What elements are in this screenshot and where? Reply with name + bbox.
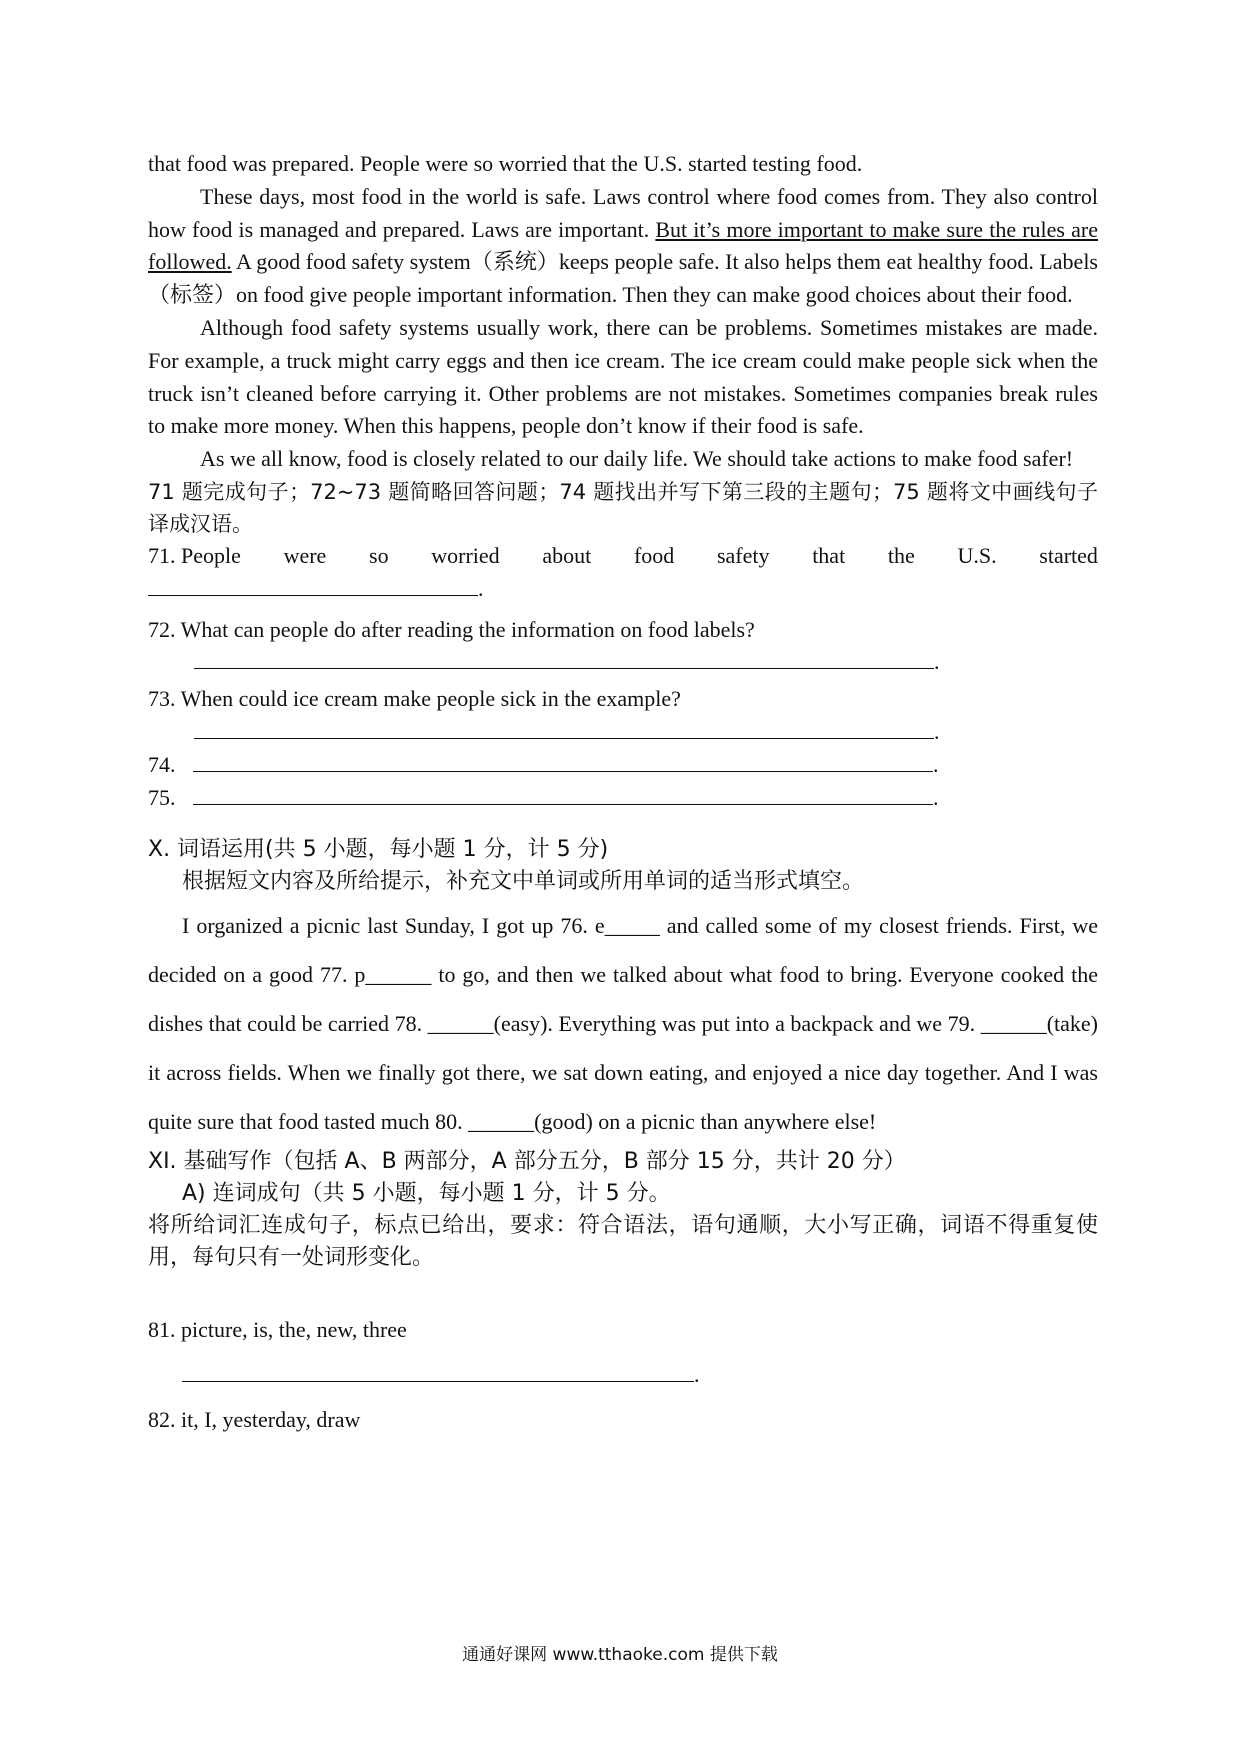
question-71: [148, 540, 1098, 573]
footer-watermark: 通通好课网 www.tthaoke.com 提供下载: [462, 1645, 778, 1665]
q71-word: so: [369, 542, 389, 568]
section-11-heading: XI. 基础写作（包括 A、B 两部分，A 部分五分，B 部分 15 分，共计 20 分）: [148, 1149, 906, 1175]
section-10-subheading: 根据短文内容及所给提示，补充文中单词或所用单词的适当形式填空。: [182, 869, 865, 895]
section-11-instructions: 将所给词汇连成句子，标点已给出，要求：符合语法，语句通顺，大小写正确，词语不得重复使用，每句只有一处词形变化。: [148, 1213, 1098, 1271]
q71-word: about: [542, 542, 592, 568]
q81-answer-line[interactable]: .: [182, 1359, 1098, 1392]
passage-paragraph-1: [148, 181, 1098, 312]
q74-label: 74.: [148, 751, 176, 777]
q71-word: started: [1039, 542, 1098, 568]
q71-word: 71. People: [148, 542, 241, 568]
q71-answer-line[interactable]: .: [148, 573, 1098, 606]
question-instructions: 71 题完成句子；72~73 题简略回答问题；74 题找出并写下第三段的主题句；75 题将文中画线句子译成汉语。: [148, 479, 1098, 536]
paragraph-1-end: A good food safety system（系统）keeps people safe. It also helps them eat healthy food. Labels（标签）on food give people important information. Then they can make good choices about their food.: [148, 249, 1098, 308]
q72-answer-line[interactable]: .: [194, 646, 1098, 679]
q71-word: safety: [716, 542, 770, 568]
question-75[interactable]: 75. .: [148, 784, 939, 810]
question-81: 81. picture, is, the, new, three: [148, 1317, 407, 1343]
question-82: 82. it, I, yesterday, draw: [148, 1406, 361, 1432]
q73-answer-line[interactable]: .: [194, 716, 1098, 749]
question-74[interactable]: 74. .: [148, 751, 939, 777]
passage-paragraph-2: Although food safety systems usually work, there can be problems. Sometimes mistakes are made. For example, a truck might carry eggs and then ice cream. The ice cream could make people sick when the truck isn’t cleaned before carrying it. Other problems are not mistakes. Sometimes companies break rules to make more money. When this happens, people don’t know if their food is safe.: [148, 314, 1098, 439]
q71-word: food: [633, 542, 675, 568]
q71-word: worried: [431, 542, 500, 568]
cloze-passage: I organized a picnic last Sunday, I got up 76. e_____ and called some of my closest friends. First, we decided on a good 77. p______ to go, and then we talked about what food to bring. Everyone cooked the dishes that could be carried 78. ______(easy). Everything was put into a backpack and we 79. ______(take) it across fields. When we finally got there, we sat down eating, and enjoyed a nice day together. And I was quite sure that food tasted much 80. ______(good) on a picnic than anywhere else!: [148, 913, 1098, 1134]
underlined-sentence: But it’s more important to make sure the rules are followed.: [148, 216, 1098, 275]
passage-line-0: that food was prepared. People were so worried that the U.S. started testing food.: [148, 151, 863, 176]
section-10-heading: X. 词语运用(共 5 小题，每小题 1 分，计 5 分): [148, 837, 609, 863]
section-11-part-a: A) 连词成句（共 5 小题，每小题 1 分，计 5 分。: [182, 1181, 671, 1207]
q75-label: 75.: [148, 784, 176, 810]
passage-paragraph-3: As we all know, food is closely related to our daily life. We should take actions to make food safer!: [200, 446, 1074, 472]
paragraph-1-start: These days, most food in the world is safe. Laws control where food comes from. They also control how food is managed and prepared. Laws are important.: [148, 183, 1098, 242]
document-page: [148, 148, 1098, 1437]
question-73: 73. When could ice cream make people sick in the example?: [148, 686, 681, 712]
q71-word: were: [283, 542, 327, 568]
q71-word: U.S.: [957, 542, 997, 568]
q71-word: that: [812, 542, 846, 568]
q71-word: the: [887, 542, 915, 568]
question-72: 72. What can people do after reading the information on food labels?: [148, 616, 755, 642]
